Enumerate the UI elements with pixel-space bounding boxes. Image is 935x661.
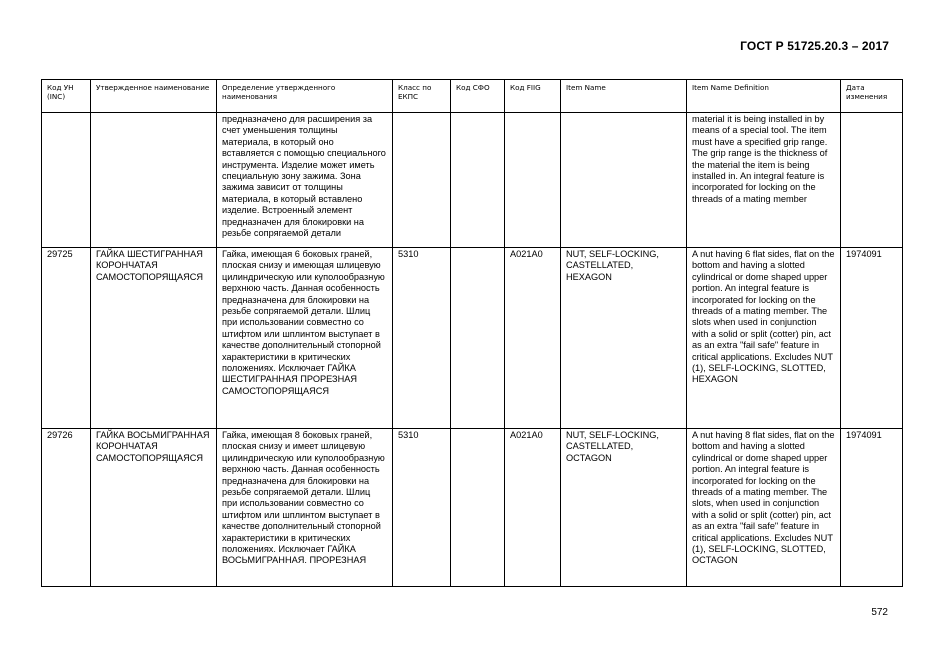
table-header-row: [42, 80, 903, 113]
cell-item-name: [561, 113, 687, 248]
cell-inc: [42, 113, 91, 248]
cell-fiig-code: [505, 113, 561, 248]
nomenclature-table: [41, 79, 903, 587]
column-header-change-date: Дата изменения: [841, 80, 903, 113]
cell-item-name-definition: A nut having 6 flat sides, flat on the bottom and having a slotted cylindrical or dome shaped upper portion. An integral feature is incorporated for locking on the threads of a mating member. The slots when used in conjunction with a solid or split (cotter) pin, act as an extra "fail safe" feature in critical applications. Excludes NUT (1), SELF-LOCKING, SLOTTED, HEXAGON: [687, 248, 841, 429]
cell-inc: 29725: [42, 248, 91, 429]
cell-ekps-class: [393, 113, 451, 248]
cell-sfo-code: [451, 248, 505, 429]
cell-definition-ru: Гайка, имеющая 8 боковых граней, плоская снизу и имеет шлицевую цилиндрическую или куполообразную верхнюю часть. Данная особенность предназначена для блокировки на резьбе сопрягаемой детали. Шлиц при использовании совместно со штифтом или шплинтом выступает в качестве дополнительный стопорной характеристики в критических положениях. Исключает ГАЙКА ВОСЬМИГРАННАЯ. ПРОРЕЗНАЯ: [217, 429, 393, 587]
column-header-definition-ru: Определение утвержденного наименования: [217, 80, 393, 113]
table-row: [42, 429, 903, 587]
cell-definition-ru: предназначено для расширения за счет уменьшения толщины материала, в который оно вставляется с помощью специального инструмента. Изделие может иметь специальную зону зажима. Зона зажима зависит от толщины материала, в который вставлено изделие. Встроенный элемент предназначен для блокировки на резьбе сопрягаемой детали: [217, 113, 393, 248]
cell-approved-name: [91, 113, 217, 248]
column-header-item-name: Item Name: [561, 80, 687, 113]
cell-definition-ru: Гайка, имеющая 6 боковых граней, плоская снизу и имеющая шлицевую цилиндрическую или куполообразную верхнюю часть. Данная особенность предназначена для блокировки на резьбе сопрягаемой детали. Шлиц при использовании совместно со штифтом или шплинтом выступает в качестве дополнительный стопорной характеристики в критических положениях. Исключает ГАЙКА ШЕСТИГРАННАЯ ПРОРЕЗНАЯ САМОСТОПОРЯЩАЯСЯ: [217, 248, 393, 429]
cell-sfo-code: [451, 429, 505, 587]
table-row-continuation: [42, 113, 903, 248]
cell-item-name: NUT, SELF-LOCKING, CASTELLATED, HEXAGON: [561, 248, 687, 429]
cell-fiig-code: A021A0: [505, 429, 561, 587]
cell-change-date: [841, 113, 903, 248]
cell-inc: 29726: [42, 429, 91, 587]
document-code: ГОСТ Р 51725.20.3 – 2017: [740, 39, 889, 53]
cell-ekps-class: 5310: [393, 429, 451, 587]
cell-item-name: NUT, SELF-LOCKING, CASTELLATED, OCTAGON: [561, 429, 687, 587]
column-header-fiig-code: Код FIIG: [505, 80, 561, 113]
cell-fiig-code: A021A0: [505, 248, 561, 429]
cell-approved-name: ГАЙКА ШЕСТИГРАННАЯ КОРОНЧАТАЯ САМОСТОПОРЯЩАЯСЯ: [91, 248, 217, 429]
page-number: 572: [871, 607, 888, 618]
cell-item-name-definition: A nut having 8 flat sides, flat on the bottom and having a slotted cylindrical or dome shaped upper portion. An integral feature is incorporated for locking on the threads of a mating member. The slots, when used in conjunction with a solid or split (cotter) pin, act as an extra "fail safe" feature in critical applications. Excludes NUT (1), SELF-LOCKING, SLOTTED, OCTAGON: [687, 429, 841, 587]
column-header-item-name-definition: Item Name Definition: [687, 80, 841, 113]
column-header-ekps-class: Класс по ЕКПС: [393, 80, 451, 113]
column-header-inc: Код УН (INC): [42, 80, 91, 113]
cell-item-name-definition: material it is being installed in by means of a special tool. The item must have a specified grip range. The grip range is the thickness of the material the item is being installed in. An integral feature is incorporated for locking on the threads of a mating member: [687, 113, 841, 248]
table-row: [42, 248, 903, 429]
cell-change-date: 1974091: [841, 248, 903, 429]
column-header-sfo-code: Код СФО: [451, 80, 505, 113]
cell-approved-name: ГАЙКА ВОСЬМИГРАННАЯ КОРОНЧАТАЯ САМОСТОПОРЯЩАЯСЯ: [91, 429, 217, 587]
cell-change-date: 1974091: [841, 429, 903, 587]
column-header-approved-name: Утвержденное наименование: [91, 80, 217, 113]
cell-ekps-class: 5310: [393, 248, 451, 429]
cell-sfo-code: [451, 113, 505, 248]
